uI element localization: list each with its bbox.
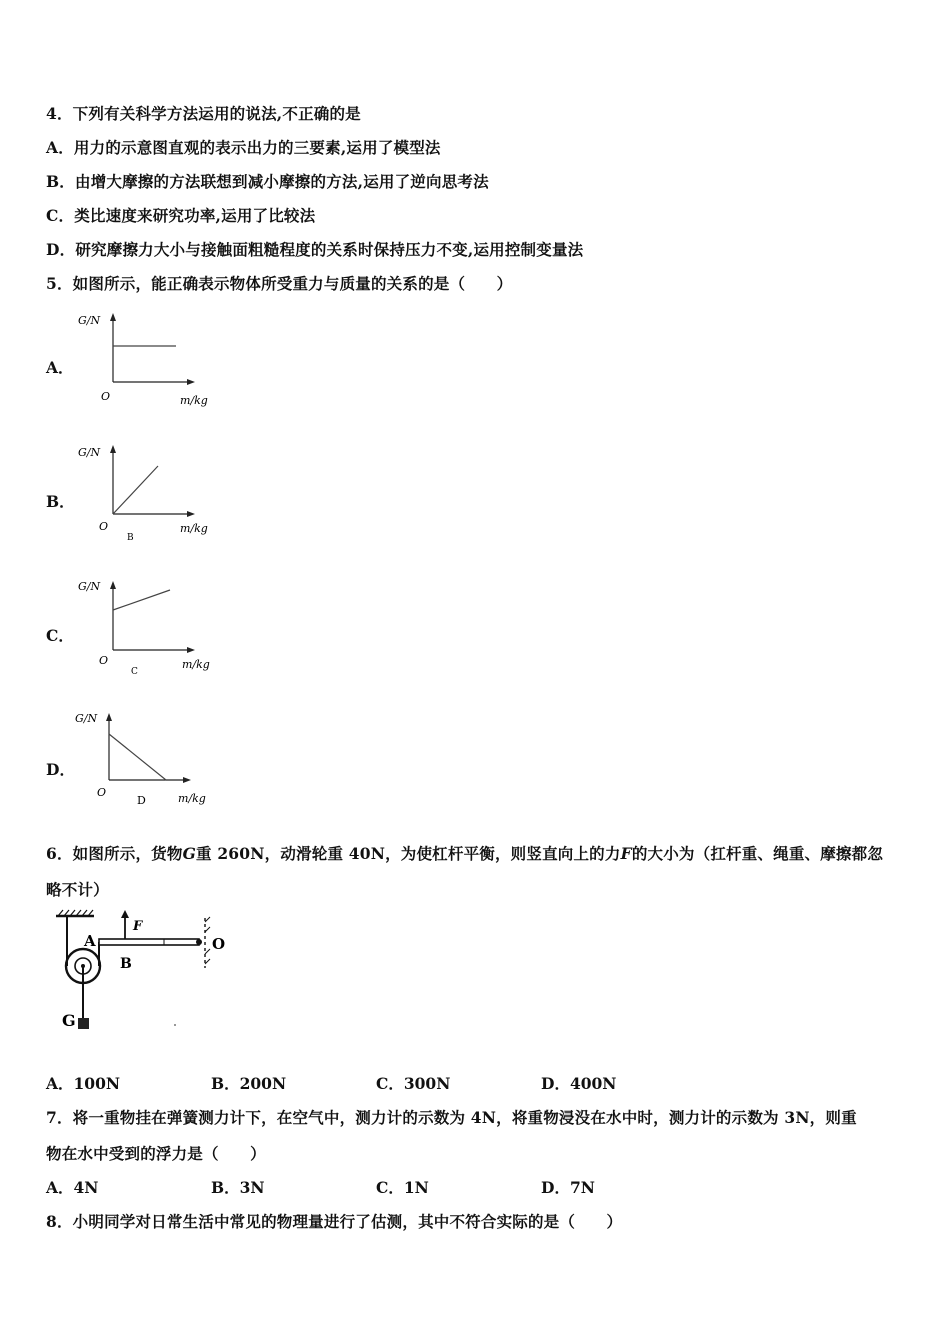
graph-line (109, 734, 166, 780)
q6-lever-pulley-figure (44, 906, 244, 1036)
q5-graph-b (70, 440, 230, 544)
weight-block (78, 1018, 89, 1029)
q7-option-b: B．3N (211, 1178, 265, 1197)
label-f: F (133, 919, 143, 934)
graph-line (113, 466, 158, 514)
x-label: m/kg (178, 792, 206, 805)
speck (174, 1024, 176, 1026)
y-axis-arrow (110, 445, 116, 453)
q6-stem-mid: 重 260N，动滑轮重 40N，为使杠杆平衡，则竖直向上的力 (196, 844, 621, 863)
q6-option-c: C．300N (376, 1074, 451, 1093)
q7-option-c: C．1N (376, 1178, 429, 1197)
x-axis-arrow (187, 647, 195, 653)
q7-option-d: D．7N (541, 1178, 595, 1197)
q5-stem: 5．如图所示，能正确表示物体所受重力与质量的关系的是（ ） (46, 274, 513, 293)
q6-option-d: D．400N (541, 1074, 617, 1093)
q5-graph-c (70, 574, 230, 678)
origin-label: O (97, 786, 107, 799)
q5-graph-c-label: C． (46, 626, 74, 645)
q5-graph-d (70, 708, 230, 812)
graph-line (113, 590, 170, 610)
q6-stem-post: 的大小为（扛杆重、绳重、摩擦都忽 (631, 844, 884, 863)
q4-stem: 4．下列有关科学方法运用的说法,不正确的是 (46, 104, 361, 123)
y-label: G/N (75, 712, 98, 725)
origin-label: O (99, 654, 109, 667)
x-axis-arrow (183, 777, 191, 783)
q4-option-c: C．类比速度来研究功率,运用了比较法 (46, 206, 316, 225)
y-axis-arrow (110, 313, 116, 321)
y-axis-arrow (110, 581, 116, 589)
wall-hatch (205, 917, 210, 964)
graph-caption: C (131, 667, 138, 677)
label-o: O (212, 935, 226, 953)
x-axis-arrow (187, 379, 195, 385)
y-label: G/N (78, 446, 101, 459)
q8-stem: 8．小明同学对日常生活中常见的物理量进行了估测，其中不符合实际的是（ ） (46, 1212, 623, 1231)
x-axis-arrow (187, 511, 195, 517)
q5-graph-a (70, 310, 230, 410)
q7-stem-line2: 物在水中受到的浮力是（ ） (46, 1144, 266, 1163)
q6-var-g: G (182, 844, 197, 863)
y-label: G/N (78, 580, 101, 593)
pivot-o (196, 939, 202, 945)
q7-stem-line1: 7．将一重物挂在弹簧测力计下，在空气中，测力计的示数为 4N，将重物浸没在水中时，测力计的示数为 3N，则重 (46, 1108, 857, 1127)
q7-option-a: A．4N (46, 1178, 99, 1197)
label-a: A (84, 932, 96, 950)
q4-option-b: B．由增大摩擦的方法联想到减小摩擦的方法,运用了逆向思考法 (46, 172, 489, 191)
q6-stem-line2: 略不计） (46, 880, 109, 899)
q5-graph-b-label: B． (46, 492, 75, 511)
force-f-arrowhead (121, 910, 129, 918)
graph-caption: D (137, 794, 146, 807)
q6-var-f: F (620, 844, 632, 863)
q6-stem-line1 (46, 842, 883, 864)
lever-bar (99, 939, 199, 945)
origin-label: O (101, 390, 111, 403)
q5-graph-a-label: A． (46, 358, 74, 377)
q6-option-a: A．100N (46, 1074, 121, 1093)
label-b: B (120, 956, 132, 972)
q6-stem-pre: 6．如图所示，货物 (46, 844, 183, 863)
q6-option-b: B．200N (211, 1074, 287, 1093)
x-label: m/kg (180, 522, 208, 535)
origin-label: O (99, 520, 109, 533)
q5-graph-d-label: D． (46, 760, 75, 779)
label-g: G (62, 1011, 76, 1030)
y-axis-arrow (106, 713, 112, 721)
q4-option-d: D．研究摩擦力大小与接触面粗糙程度的关系时保持压力不变,运用控制变量法 (46, 240, 584, 259)
x-label: m/kg (182, 658, 210, 671)
y-label: G/N (78, 314, 101, 327)
graph-caption: B (127, 533, 134, 543)
q4-option-a: A．用力的示意图直观的表示出力的三要素,运用了模型法 (46, 138, 441, 157)
x-label: m/kg (180, 394, 208, 407)
